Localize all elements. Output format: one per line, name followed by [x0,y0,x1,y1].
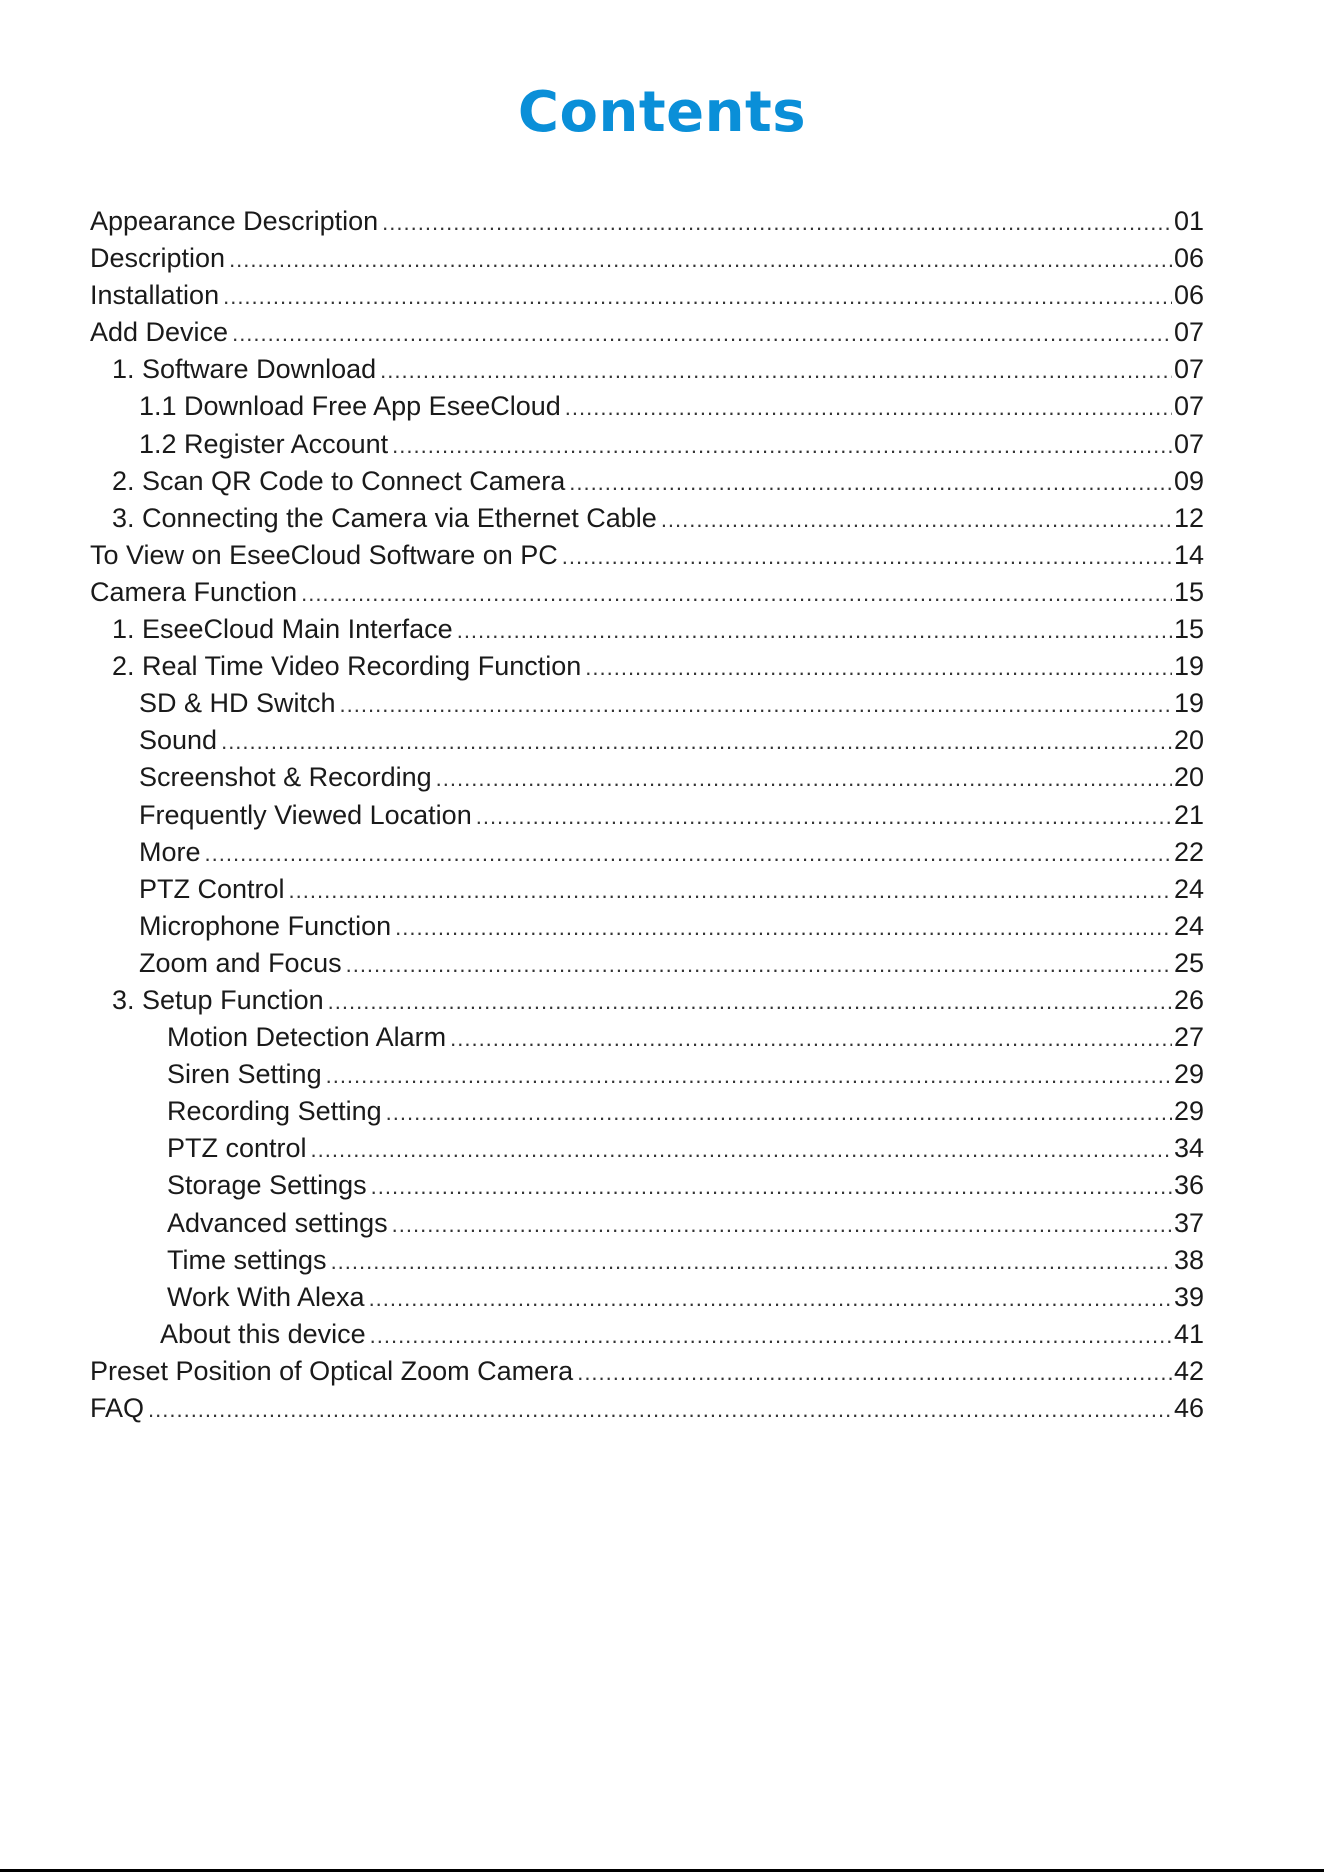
toc-entry-label: Motion Detection Alarm [167,1022,447,1053]
toc-entry-page-number: 20 [1173,725,1204,756]
toc-entry-page-number: 12 [1173,502,1204,533]
toc-entry-label: PTZ control [167,1133,307,1164]
toc-entry-label: Preset Position of Optical Zoom Camera [90,1355,574,1386]
table-of-contents [90,203,1204,1427]
toc-entry-label: 3. Connecting the Camera via Ethernet Cable [112,502,657,533]
toc-entry-label: Work With Alexa [167,1281,365,1312]
toc-entry[interactable] [90,871,1204,908]
toc-leader-dots [229,241,1172,278]
toc-leader-dots [311,1131,1172,1168]
toc-entry-label: About this device [160,1318,366,1349]
toc-leader-dots [369,1280,1172,1317]
toc-entry[interactable] [90,1019,1204,1056]
toc-entry-page-number: 19 [1173,651,1204,682]
toc-entry-page-number: 36 [1173,1170,1204,1201]
toc-entry[interactable] [90,500,1204,537]
toc-entry-label: Screenshot & Recording [139,762,432,793]
toc-entry-page-number: 37 [1173,1207,1204,1238]
toc-entry-page-number: 21 [1173,799,1204,830]
toc-leader-dots [148,1391,1172,1428]
toc-leader-dots [370,1317,1172,1354]
toc-leader-dots [331,1243,1172,1280]
toc-entry-page-number: 07 [1173,354,1204,385]
toc-leader-dots [476,798,1172,835]
toc-entry[interactable] [90,1093,1204,1130]
toc-entry-label: Recording Setting [167,1096,382,1127]
toc-entry-page-number: 14 [1173,539,1204,570]
toc-entry[interactable] [90,834,1204,871]
toc-entry-page-number: 06 [1173,280,1204,311]
toc-entry[interactable] [90,685,1204,722]
toc-entry-page-number: 29 [1173,1059,1204,1090]
toc-leader-dots [223,278,1172,315]
toc-leader-dots [577,1354,1172,1391]
toc-leader-dots [301,575,1172,612]
toc-entry[interactable] [90,426,1204,463]
toc-entry[interactable] [90,277,1204,314]
toc-entry[interactable] [90,1130,1204,1167]
toc-entry-page-number: 46 [1173,1393,1204,1423]
toc-entry[interactable] [90,351,1204,388]
toc-entry-page-number: 06 [1173,243,1204,274]
toc-entry[interactable] [90,722,1204,759]
toc-entry-label: More [139,836,201,867]
toc-entry-label: Frequently Viewed Location [139,799,472,830]
toc-entry-page-number: 25 [1173,947,1204,978]
toc-leader-dots [221,723,1172,760]
toc-entry[interactable] [90,203,1204,240]
toc-leader-dots [328,983,1172,1020]
toc-entry-page-number: 24 [1173,910,1204,941]
toc-entry-label: 1.1 Download Free App EseeCloud [139,391,561,422]
toc-entry-label: 1. Software Download [112,354,377,385]
toc-leader-dots [386,1094,1172,1131]
toc-leader-dots [326,1057,1172,1094]
toc-entry-label: Sound [139,725,218,756]
toc-entry-page-number: 26 [1173,984,1204,1015]
toc-leader-dots [661,501,1172,538]
toc-leader-dots [340,686,1172,723]
toc-entry-page-number: 19 [1173,688,1204,719]
toc-entry-label: Appearance Description [90,206,379,236]
toc-leader-dots [585,649,1172,686]
toc-entry-page-number: 39 [1173,1281,1204,1312]
toc-entry[interactable] [90,759,1204,796]
toc-entry[interactable] [90,945,1204,982]
toc-entry[interactable] [90,982,1204,1019]
toc-leader-dots [569,464,1172,501]
toc-entry-label: Camera Function [90,576,298,607]
toc-entry-label: 1. EseeCloud Main Interface [112,614,453,645]
toc-entry[interactable] [90,537,1204,574]
toc-entry-label: Installation [90,280,220,311]
toc-entry[interactable] [90,797,1204,834]
toc-leader-dots [289,872,1172,909]
toc-entry[interactable] [90,1353,1204,1390]
toc-entry-page-number: 27 [1173,1022,1204,1053]
toc-entry-page-number: 24 [1173,873,1204,904]
toc-entry-label: 2. Scan QR Code to Connect Camera [112,465,566,496]
toc-leader-dots [346,946,1172,983]
toc-entry-page-number: 22 [1173,836,1204,867]
toc-entry[interactable] [90,1316,1204,1353]
toc-entry-page-number: 29 [1173,1096,1204,1127]
toc-leader-dots [450,1020,1172,1057]
toc-entry[interactable] [90,314,1204,351]
toc-leader-dots [565,389,1172,426]
toc-entry-label: PTZ Control [139,873,285,904]
toc-leader-dots [380,352,1172,389]
toc-entry[interactable] [90,240,1204,277]
toc-entry-label: Description [90,243,226,274]
toc-leader-dots [205,835,1172,872]
toc-entry-label: Advanced settings [167,1207,388,1238]
toc-entry-label: Add Device [90,317,229,348]
toc-entry-label: Storage Settings [167,1170,367,1201]
toc-entry[interactable] [90,1279,1204,1316]
toc-entry-label: FAQ [90,1393,145,1423]
toc-entry[interactable] [90,1242,1204,1279]
toc-leader-dots [392,427,1172,464]
toc-leader-dots [382,204,1172,241]
toc-entry-label: 3. Setup Function [112,984,324,1015]
toc-entry-label: To View on EseeCloud Software on PC [90,539,558,570]
toc-entry-label: Siren Setting [167,1059,322,1090]
toc-entry-page-number: 07 [1173,317,1204,348]
toc-entry-page-number: 01 [1173,206,1204,236]
toc-entry-label: Zoom and Focus [139,947,342,978]
toc-entry-label: Microphone Function [139,910,392,941]
toc-leader-dots [392,1206,1172,1243]
toc-entry-label: SD & HD Switch [139,688,336,719]
toc-entry-page-number: 41 [1173,1318,1204,1349]
page-title: Contents [517,80,807,145]
toc-entry[interactable] [90,1390,1204,1427]
toc-entry[interactable] [90,1167,1204,1204]
toc-entry[interactable] [90,388,1204,425]
toc-entry-page-number: 09 [1173,465,1204,496]
toc-entry-label: Time settings [167,1244,327,1275]
toc-leader-dots [436,760,1172,797]
toc-entry[interactable] [90,463,1204,500]
toc-entry-page-number: 15 [1173,614,1204,645]
toc-entry-page-number: 38 [1173,1244,1204,1275]
toc-entry-page-number: 34 [1173,1133,1204,1164]
toc-entry[interactable] [90,611,1204,648]
toc-entry-page-number: 07 [1173,391,1204,422]
toc-leader-dots [232,315,1172,352]
toc-entry-page-number: 42 [1173,1355,1204,1386]
toc-entry[interactable] [90,648,1204,685]
toc-entry-page-number: 20 [1173,762,1204,793]
toc-entry[interactable] [90,574,1204,611]
toc-entry[interactable] [90,1056,1204,1093]
toc-leader-dots [395,909,1172,946]
toc-entry-label: 2. Real Time Video Recording Function [112,651,582,682]
toc-leader-dots [562,538,1172,575]
toc-leader-dots [457,612,1172,649]
toc-entry[interactable] [90,908,1204,945]
toc-entry-page-number: 15 [1173,576,1204,607]
toc-entry-label: 1.2 Register Account [139,428,389,459]
toc-entry[interactable] [90,1205,1204,1242]
toc-entry-page-number: 07 [1173,428,1204,459]
toc-leader-dots [371,1168,1172,1205]
